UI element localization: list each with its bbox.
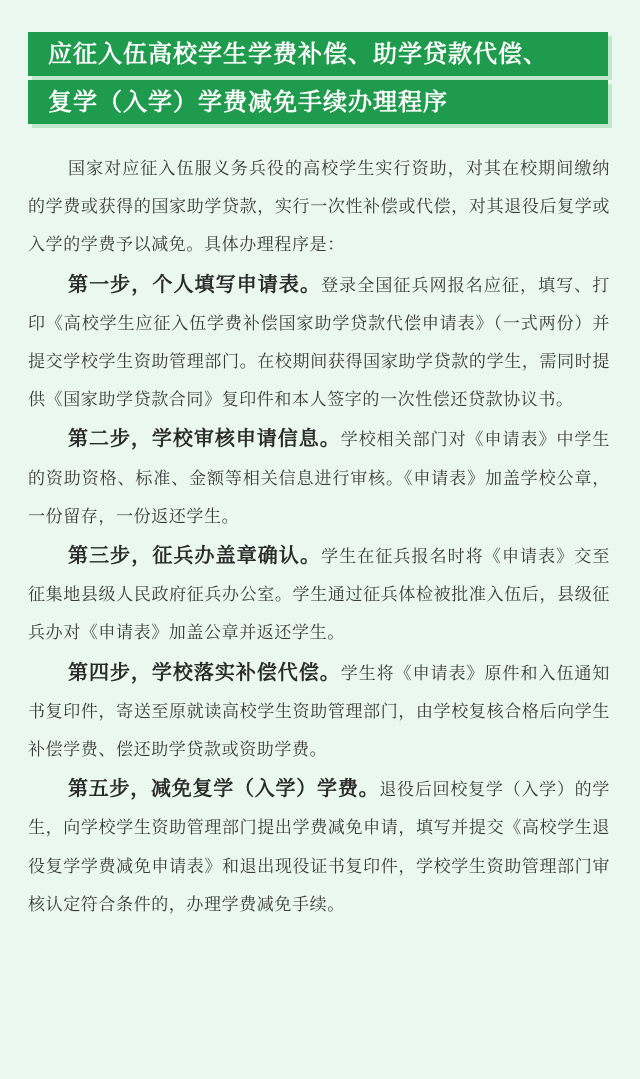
title-line-1: 应征入伍高校学生学费补偿、助学贷款代偿、 xyxy=(28,32,608,76)
step-4-title: 第四步，学校落实补偿代偿。 xyxy=(68,659,341,684)
step-1-title: 第一步，个人填写申请表。 xyxy=(68,271,322,296)
step-5-text: 退役后回校复学（入学）的学生，向学校学生资助管理部门提出学费减免申请，填写并提交《高校学生退役复学学费减免申请表》和退出现役证书复印件，学校学生资助管理部门审核认定符合条件的，办理学费减免手续。 xyxy=(28,780,610,915)
step-5-paragraph xyxy=(28,769,610,924)
step-2-text: 学校相关部门对《申请表》中学生的资助资格、标准、金额等相关信息进行审核。《申请表》加盖学校公章，一份留存，一份返还学生。 xyxy=(28,430,611,527)
step-5-title: 第五步，减免复学（入学）学费。 xyxy=(68,776,380,801)
step-1-text: 登录全国征兵网报名应征，填写、打印《高校学生应征入伍学费补偿国家助学贷款代偿申请表》（一式两份）并提交学校学生资助管理部门。在校期间获得国家助学贷款的学生，需同时提供《国家助学贷款合同》复印件和本人签字的一次性偿还贷款协议书。 xyxy=(28,275,610,411)
step-4-paragraph xyxy=(28,653,610,770)
intro-paragraph: 国家对应征入伍服义务兵役的高校学生实行资助，对其在校期间缴纳的学费或获得的国家助学贷款，实行一次性补偿或代偿，对其退役后复学或入学的学费予以减免。具体办理程序是： xyxy=(28,159,610,256)
step-4-text: 学生将《申请表》原件和入伍通知书复印件，寄送至原就读高校学生资助管理部门，由学校复核合格后向学生补偿学费、偿还助学贷款或资助学费。 xyxy=(28,663,611,761)
step-2-paragraph xyxy=(28,419,610,536)
title-line-2: 复学（入学）学费减免手续办理程序 xyxy=(28,80,608,124)
article-body xyxy=(28,150,610,924)
step-3-title: 第三步，征兵办盖章确认。 xyxy=(68,543,322,568)
step-3-paragraph xyxy=(28,536,610,653)
step-2-title: 第二步，学校审核申请信息。 xyxy=(68,426,341,451)
step-1-paragraph xyxy=(28,265,610,420)
step-3-text: 学生在征兵报名时将《申请表》交至征集地县级人民政府征兵办公室。学生通过征兵体检被批准入伍后，县级征兵办对《申请表》加盖公章并返还学生。 xyxy=(28,547,610,644)
